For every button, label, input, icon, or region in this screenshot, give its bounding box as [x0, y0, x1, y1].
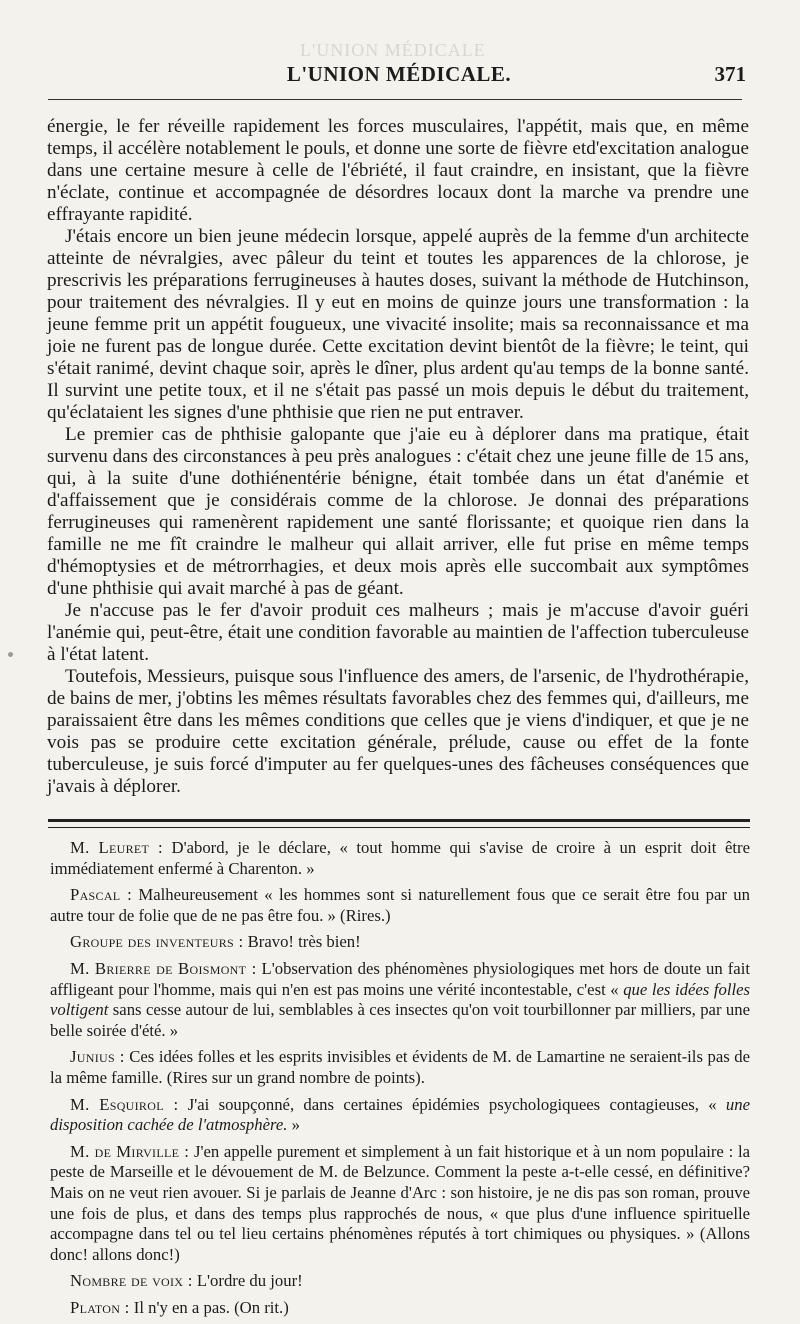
speech-text: L'ordre du jour!	[192, 1271, 303, 1291]
paragraph: Le premier cas de phthisie galopante que j'aie eu à déplorer dans ma pratique, était survenu dans des circonstances à peu près analogues : c'était chez une jeune fille de 15 ans, qui, à la suite d'une dothiénentérie bénigne, était tombée dans un état d'anémie et d'affaissement que je considérais comme de la chlorose. Je donnai des préparations ferrugineuses qui ramenèrent rapidement une santé florissante; et quoique rien dans la famille ne me fît craindre le malheur qui allait arriver, elle fut prise en même temps d'hémoptysies et de métrorrhagies, et deux mois après elle succombait aux symptômes d'une phthisie qui avait marché à pas de géant.	[47, 424, 749, 599]
speech-text: J'ai soupçonné, dans certaines épidémies psychologiquees contagieuses, «	[178, 1094, 726, 1114]
dialogue-section	[50, 838, 750, 1324]
paragraph: Je n'accuse pas le fer d'avoir produit ces malheurs ; mais je m'accuse d'avoir guéri l'anémie qui, peut-être, était une condition favorable au maintien de l'affection tuberculeuse à l'état latent.	[47, 600, 749, 665]
dialogue-entry	[50, 1095, 750, 1136]
dialogue-entry	[50, 1142, 750, 1266]
speech-text: L'observation des phénomènes physiologiques met hors de doute un fait affligeant pour l'homme, mais qui n'en est pas moins une vérité incontestable, c'est «	[50, 958, 750, 999]
paragraph: Toutefois, Messieurs, puisque sous l'influence des amers, de l'arsenic, de l'hydrothérapie, de bains de mer, j'obtins les mêmes résultats favorables chez des femmes qui, d'ailleurs, me paraissaient être dans les mêmes conditions que celles que je viens d'indiquer, et que je ne vois pas se produire cette excitation générale, prélude, cause ou effet de la fonte tuberculeuse, je suis forcé d'imputer au fer quelques-unes des fâcheuses conséquences que j'avais à déplorer.	[47, 666, 749, 797]
paragraph: J'étais encore un bien jeune médecin lorsque, appelé auprès de la femme d'un architecte atteinte de névralgies, avec pâleur du teint et toutes les apparences de la chlorose, je prescrivis les préparations ferrugineuses à hautes doses, suivant la méthode de Hutchinson, pour traitement des névralgies. Il y eut en moins de quinze jours une transformation : la jeune femme prit un appétit fougueux, une vivacité insolite; mais sa reconnaissance et ma joie ne furent pas de longue durée. Cette excitation devint bientôt de la fièvre; le teint, qui s'était ranimé, devint chaque soir, après le dîner, plus ardent qu'au temps de la bonne santé. Il survint une petite toux, et il ne s'était pas passé un mois depuis le début du traitement, qu'éclataient les signes d'une phthisie que rien ne put entraver.	[47, 226, 749, 423]
margin-dot	[8, 652, 13, 657]
speaker-name: M. Brierre de Boismont :	[70, 958, 257, 978]
dialogue-entry	[50, 1271, 750, 1292]
header-rule	[48, 99, 742, 100]
speaker-name: Junius :	[70, 1047, 125, 1067]
speech-text: »	[287, 1115, 300, 1135]
speech-text: sans cesse autour de lui, semblables à ces insectes qu'on voit tourbillonner par milliers, par une belle soirée d'été. »	[50, 1000, 750, 1040]
speaker-name: M. Esquirol :	[70, 1094, 179, 1114]
dialogue-entry	[50, 885, 750, 926]
italic-quote: que les idées folles voltigent	[50, 979, 750, 1020]
page-number: 371	[714, 62, 746, 86]
dialogue-entry	[50, 838, 750, 879]
journal-title: L'UNION MÉDICALE.	[286, 62, 512, 86]
running-header	[48, 62, 750, 98]
dialogue-entry	[50, 932, 750, 953]
main-text	[47, 116, 749, 798]
speech-text: Bravo! très bien!	[243, 932, 361, 952]
speech-text: Malheureusement « les hommes sont si naturellement fous que ce serait être fou par un autre tour de folie que de ne pas être fou. » (Rires.)	[50, 885, 750, 925]
speaker-name: M. Leuret :	[70, 838, 163, 857]
speech-text: D'abord, je le déclare, « tout homme qui s'avise de croire à un esprit doit être immédiatement enfermé à Charenton. »	[50, 838, 750, 878]
speech-text: Il n'y en a pas. (On rit.)	[129, 1297, 289, 1317]
speech-text: J'en appelle purement et simplement à un fait historique et à un nom populaire : la peste de Marseille et le dévouement de M. de Belzunce. Comment la peste a-t-elle cessé, en définitive? Mais on ne veut rien avouer. Si je parlais de Jeanne d'Arc : son histoire, je ne dis pas son roman, prouve une fois de plus, et dans des temps plus rapprochés de nous, « que plus d'une influence spirituelle accompagne dans tel ou tel lieu certains phénomènes réputés à tort chimiques ou physiques. » (Allons donc! allons donc!)	[50, 1141, 750, 1264]
paragraph: énergie, le fer réveille rapidement les forces musculaires, l'appétit, mais que, en même temps, il accélère notablement le pouls, et donne une sorte de fièvre etd'excitation analogue dans une certaine mesure à celle de l'ébriété, il faut craindre, en insistant, que la fièvre n'éclate, continue et accompagnée de désordres locaux dont la marche va prendre une effrayante rapidité.	[47, 116, 749, 225]
speaker-name: Nombre de voix :	[70, 1271, 193, 1291]
dialogue-entry	[50, 1047, 750, 1088]
italic-quote: une disposition cachée de l'atmosphère.	[50, 1094, 750, 1135]
speaker-name: Platon :	[70, 1297, 130, 1317]
bleed-through-text: L'UNION MÉDICALE	[300, 40, 486, 60]
dialogue-entry	[50, 959, 750, 1041]
speech-text: Ces idées folles et les esprits invisibles et évidents de M. de Lamartine ne seraient-ils pas de la même famille. (Rires sur un grand nombre de points).	[50, 1047, 750, 1087]
speaker-name: M. de Mirville :	[70, 1141, 190, 1161]
speaker-name: Pascal :	[70, 885, 133, 905]
section-divider	[48, 819, 750, 828]
dialogue-entry	[50, 1298, 750, 1319]
speaker-name: Groupe des inventeurs :	[70, 932, 244, 952]
